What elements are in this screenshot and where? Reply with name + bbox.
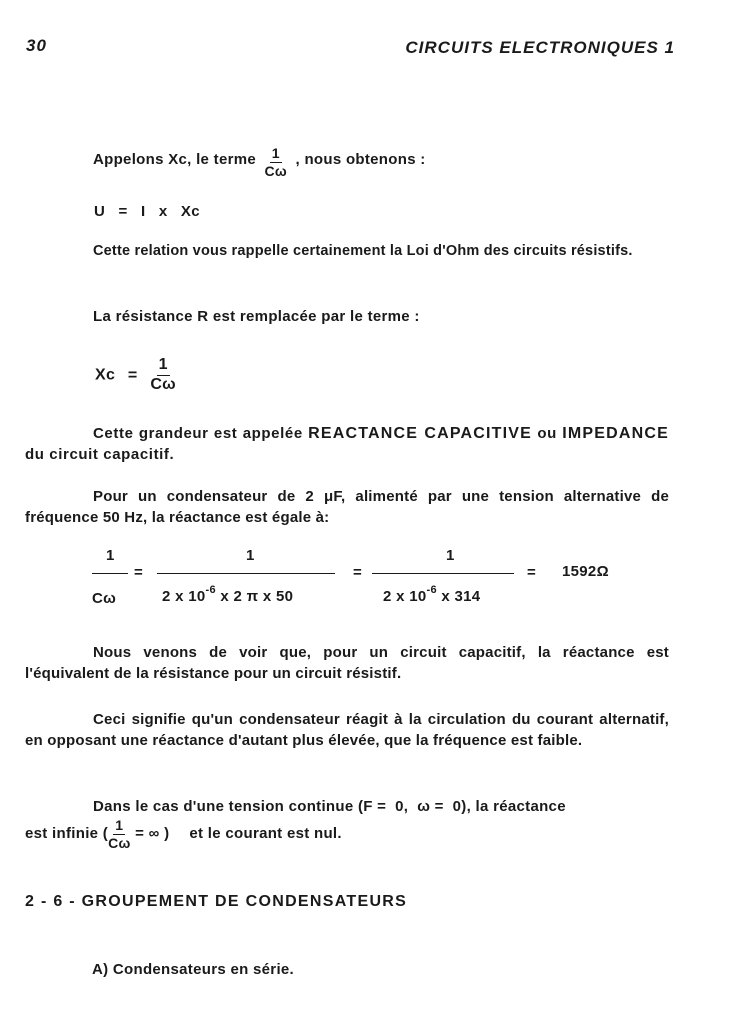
calc-eq2: = — [353, 564, 363, 581]
xc-denominator: Cω — [150, 375, 176, 393]
dc-case-text-end: et le courant est nul. — [189, 825, 342, 843]
calc-f3-den — [383, 584, 481, 605]
calc-f3-den-a: 2 x 10 — [383, 588, 427, 605]
equation-xc — [95, 357, 176, 394]
paragraph-reactance — [25, 423, 669, 465]
definition-line — [93, 144, 426, 179]
calc-f2-num: 1 — [246, 547, 255, 564]
calc-f1-num: 1 — [106, 547, 115, 564]
calc-f3-den-exp: -6 — [426, 584, 437, 596]
equals-sign: = — [127, 366, 138, 384]
paragraph-frequency — [25, 709, 669, 751]
dc-case-line2 — [25, 818, 342, 850]
page-number: 30 — [26, 36, 47, 55]
fraction-numerator: 1 — [271, 145, 280, 161]
dc-case-infinity: = ∞ ) — [130, 825, 170, 843]
fraction-one-over-c-omega — [265, 146, 288, 178]
paragraph-example-text: Pour un condensateur de 2 μF, alimenté par une tension alternative de fréquence 50 Hz, la réactance est égale à: — [25, 488, 669, 526]
reactance-text-or: ou — [532, 425, 563, 442]
paragraph-replaced: La résistance R est remplacée par le terme : — [93, 308, 420, 325]
calc-f3-bar — [372, 573, 514, 574]
calc-f3-den-b: x 314 — [436, 588, 481, 605]
xc-fraction — [150, 357, 176, 394]
paragraph-frequency-text: Ceci signifie qu'un condensateur réagit à la circulation du courant alternatif, en opposant une réactance d'autant plus élevée, que la fréquence est faible. — [25, 711, 669, 749]
calc-eq1: = — [134, 564, 144, 581]
equation-ohm: U = I x Xc — [94, 203, 200, 220]
calc-f1-den: Cω — [92, 590, 117, 607]
reactance-text-b: du circuit capacitif. — [25, 446, 175, 463]
calc-f2-bar — [157, 573, 335, 574]
calc-result: 1592Ω — [562, 563, 609, 580]
calc-eq3: = — [527, 564, 537, 581]
section-title: 2 - 6 - GROUPEMENT DE CONDENSATEURS — [25, 893, 408, 910]
definition-text-end: , nous obtenons : — [295, 151, 426, 169]
calc-f1-bar — [92, 573, 128, 574]
dc-case-text: est infinie ( — [25, 825, 109, 843]
calc-f2-den — [162, 584, 294, 605]
calc-f3-num: 1 — [446, 547, 455, 564]
dc-case-numerator: 1 — [115, 817, 124, 833]
term-reactance-capacitive: REACTANCE CAPACITIVE — [308, 425, 533, 442]
term-impedance: IMPEDANCE — [562, 425, 669, 442]
xc-symbol: Xc — [95, 366, 116, 384]
paragraph-example — [25, 486, 669, 528]
calc-f2-den-exp: -6 — [205, 584, 216, 596]
dc-case-line1: Dans le cas d'une tension continue (F = 0, ω = 0), la réactance — [93, 798, 566, 815]
calc-f2-den-a: 2 x 10 — [162, 588, 206, 605]
subsection-title: A) Condensateurs en série. — [92, 961, 295, 978]
definition-text: Appelons Xc, le terme — [93, 151, 257, 169]
dc-case-denominator: Cω — [108, 834, 131, 851]
paragraph-equivalence-text: Nous venons de voir que, pour un circuit capacitif, la réactance est l'équivalent de la résistance pour un circuit résistif. — [25, 644, 669, 682]
paragraph-ohm-law — [25, 241, 669, 262]
xc-numerator: 1 — [157, 357, 170, 376]
calc-f2-den-b: x 2 π x 50 — [215, 588, 294, 605]
reactance-text-a: Cette grandeur est appelée — [93, 425, 309, 442]
fraction-denominator: Cω — [264, 162, 288, 179]
paragraph-ohm-law-text: Cette relation vous rappelle certainement la Loi d'Ohm des circuits résistifs. — [93, 243, 633, 259]
dc-case-fraction — [108, 818, 131, 850]
running-title: CIRCUITS ELECTRONIQUES 1 — [405, 38, 675, 57]
paragraph-equivalence — [25, 642, 669, 684]
